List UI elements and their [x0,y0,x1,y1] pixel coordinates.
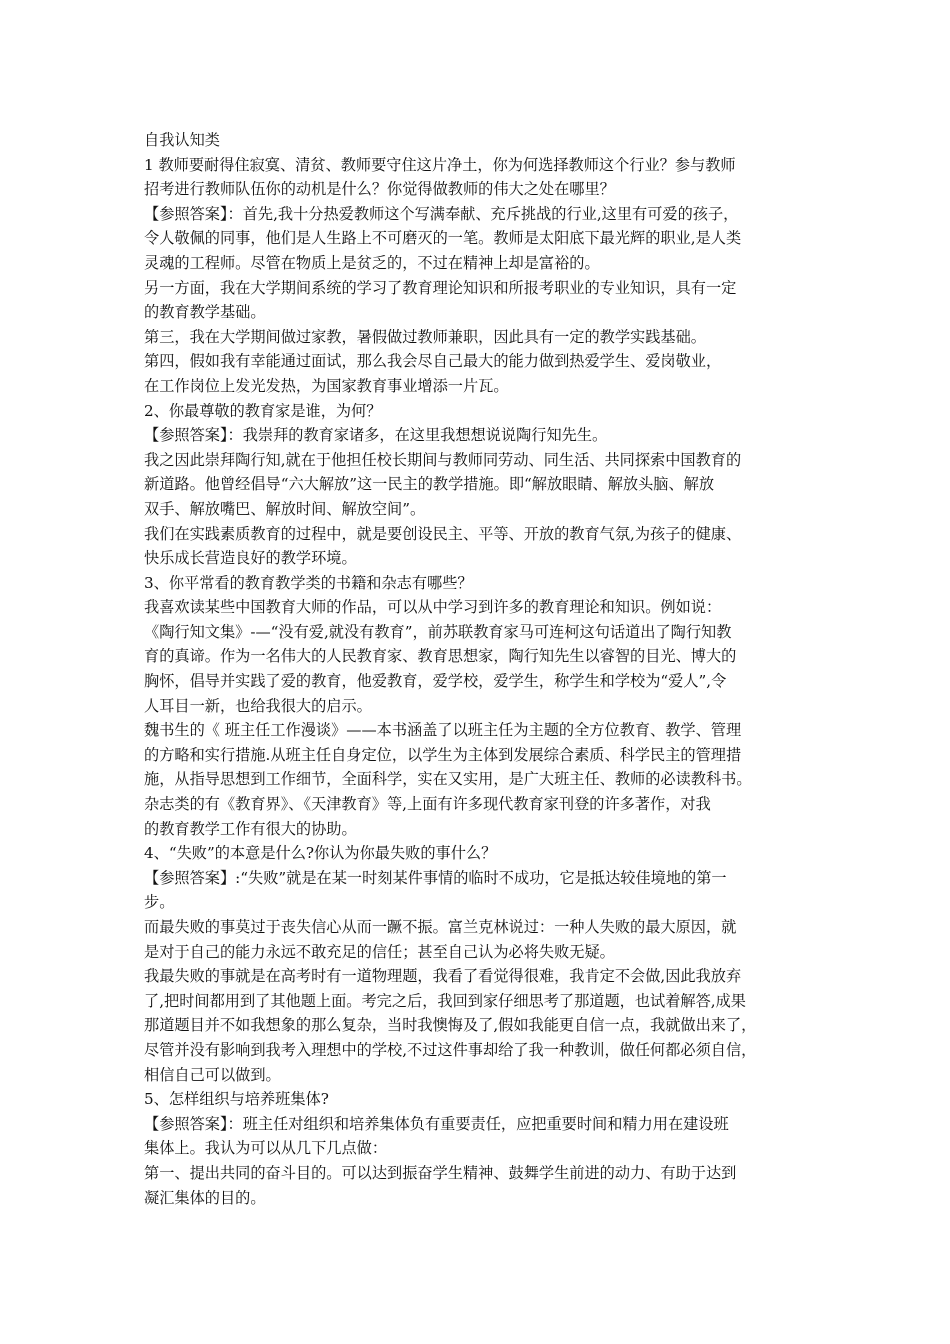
text-line: 双手、解放嘴巴、解放时间、解放空间”。 [144,499,426,518]
text-line: 杂志类的有《教育界》、《天津教育》等,上面有许多现代教育家刊登的许多著作，对我 [144,795,711,814]
text-line: 而最失败的事莫过于丧失信心从而一蹶不振。富兰克林说过：一种人失败的最大原因，就 [144,918,737,936]
text-line: 步。 [144,893,175,912]
text-line: 1 教师要耐得住寂寞、清贫、教师要守住这片净土，你为何选择教师这个行业？参与教师 [144,155,736,174]
text-line: 在工作岗位上发光发热，为国家教育事业增添一片瓦。 [144,376,509,395]
text-line: 另一方面，我在大学期间系统的学习了教育理论知识和所报考职业的专业知识，具有一定 [144,278,737,297]
text-line: 快乐成长营造良好的教学环境。 [144,549,357,568]
text-line: 我最失败的事就是在高考时有一道物理题，我看了看觉得很难，我肯定不会做,因此我放弃 [144,967,742,986]
text-line: 的教育教学工作有很大的协助。 [144,819,357,838]
text-line: 《陶行知文集》-—“没有爱,就没有教育”，前苏联教育家马可连柯这句话道出了陶行知教 [144,622,732,641]
section-heading: 自我认知类 [144,131,220,149]
text-line: 招考进行教师队伍你的动机是什么？你觉得做教师的伟大之处在哪里？ [144,180,615,199]
text-line: 我之因此崇拜陶行知,就在于他担任校长期间与教师同劳动、同生活、共同探索中国教育的 [144,450,742,469]
text-line: 4、“失败”的本意是什么?你认为你最失败的事什么？ [144,844,497,863]
text-line: 第四，假如我有幸能通过面试，那么我会尽自己最大的能力做到热爱学生、爱岗敬业， [144,352,722,371]
text-line: 胸怀，倡导并实践了爱的教育，他爱教育，爱学校，爱学生，称学生和学校为“爱人”,令 [144,672,727,691]
text-line: 的方略和实行措施.从班主任自身定位，以学生为主体到发展综合素质、科学民主的管理措 [144,745,742,764]
text-line: 【参照答案】：我崇拜的教育家诸多，在这里我想想说说陶行知先生。 [144,426,608,445]
text-line: 那道题目并不如我想象的那么复杂，当时我懊悔及了,假如我能更自信一点，我就做出来了， [144,1016,757,1035]
text-line: 魏书生的《 班主任工作漫谈》——本书涵盖了以班主任为主题的全方位教育、教学、管理 [144,721,742,740]
text-line: 2、你最尊敬的教育家是谁，为何？ [144,401,382,420]
text-line: 施，从指导思想到工作细节，全面科学，实在又实用，是广大班主任、教师的必读教科书。 [144,770,752,789]
text-line: 【参照答案】：班主任对组织和培养集体负有重要责任，应把重要时间和精力用在建设班 [144,1114,729,1133]
text-line: 的教育教学基础。 [144,303,266,322]
text-line: 我们在实践素质教育的过程中，就是要创设民主、平等、开放的教育气氛,为孩子的健康、 [144,524,742,543]
text-line: 人耳目一新，也给我很大的启示。 [144,696,372,715]
text-line: 了,把时间都用到了其他题上面。考完之后，我回到家仔细思考了那道题，也试着解答,成果 [144,991,746,1010]
text-line: 令人敬佩的同事，他们是人生路上不可磨灭的一笔。教师是太阳底下最光辉的职业,是人类 [144,229,742,248]
text-line: 5、怎样组织与培养班集体? [144,1090,329,1109]
text-line: 第一、提出共同的奋斗目的。可以达到振奋学生精神、鼓舞学生前进的动力、有助于达到 [144,1163,737,1182]
text-line: 新道路。他曾经倡导“六大解放”这一民主的教学措施。即“解放眼睛、解放头脑、解放 [144,475,715,494]
text-line: 第三，我在大学期间做过家教，暑假做过教师兼职，因此具有一定的教学实践基础。 [144,327,706,346]
text-line: 【参照答案】：首先,我十分热爱教师这个写满奉献、充斥挑战的行业,这里有可爱的孩子， [144,204,739,223]
text-line: 灵魂的工程师。尽管在物质上是贫乏的，不过在精神上却是富裕的。 [144,253,600,272]
text-line: 【参照答案】:“失败”就是在某一时刻某件事情的临时不成功，它是抵达较佳境地的第一 [144,868,727,887]
text-line: 凝汇集体的目的。 [144,1188,266,1207]
text-line: 相信自己可以做到。 [144,1065,281,1084]
text-line: 育的真谛。作为一名伟大的人民教育家、教育思想家，陶行知先生以睿智的目光、博大的 [144,647,737,666]
text-line: 尽管并没有影响到我考入理想中的学校,不过这件事却给了我一种教训，做任何都必须自信， [144,1040,757,1059]
text-line: 我喜欢读某些中国教育大师的作品，可以从中学习到许多的教育理论和知识。例如说： [144,598,722,617]
document-body [144,128,824,1210]
text-line: 是对于自己的能力永远不敢充足的信任；甚至自己认为必将失败无疑。 [144,942,615,961]
text-line: 3、你平常看的教育教学类的书籍和杂志有哪些？ [144,573,473,592]
text-line: 集体上。我认为可以从几下几点做： [144,1139,387,1158]
